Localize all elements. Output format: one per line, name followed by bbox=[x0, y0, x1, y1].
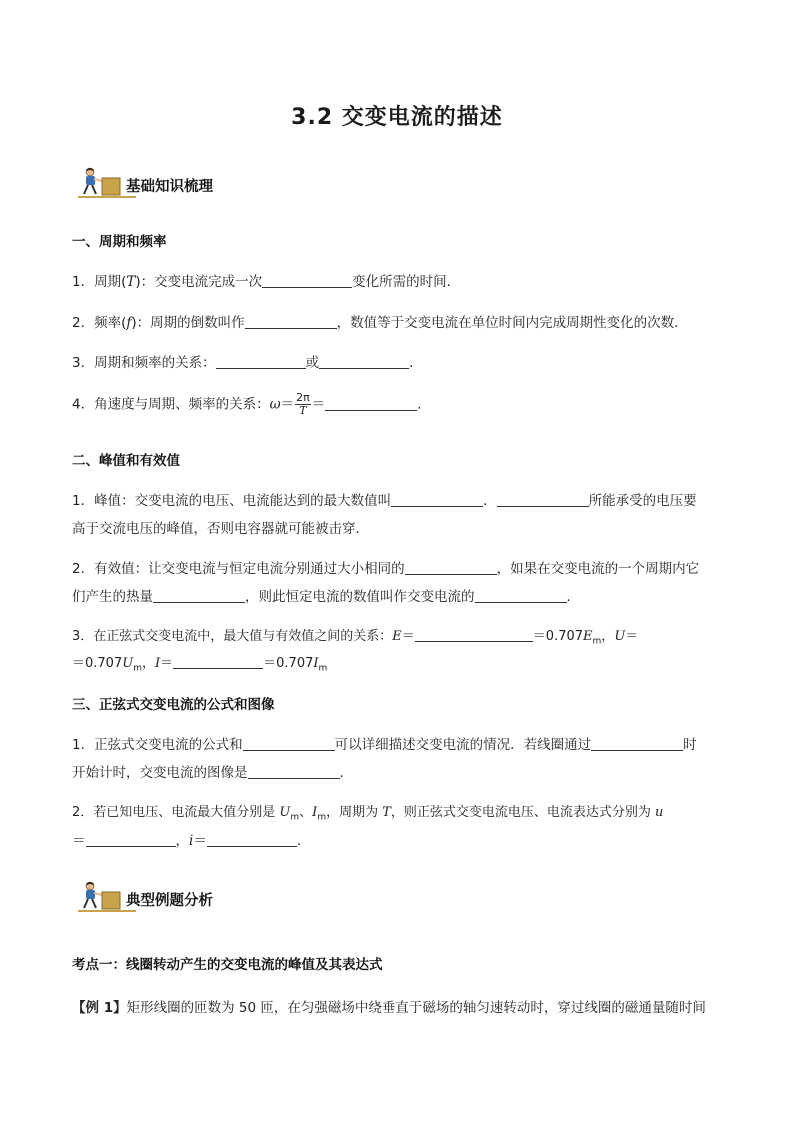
heading-part1: 一、周期和频率 bbox=[72, 234, 167, 250]
blank-field[interactable] bbox=[86, 832, 176, 847]
p1-line3: 3．周期和频率的关系： 或 . bbox=[72, 355, 414, 371]
p2-line1a: 1．峰值：交变电流的电压、电流能达到的最大数值叫 ． 所能承受的电压要 bbox=[72, 493, 697, 509]
blank-field[interactable] bbox=[216, 354, 306, 369]
blank-field[interactable] bbox=[319, 354, 409, 369]
section-title: 基础知识梳理 bbox=[126, 179, 213, 195]
blank-field[interactable] bbox=[245, 314, 337, 329]
blank-field[interactable] bbox=[405, 560, 497, 575]
blank-field[interactable] bbox=[248, 764, 340, 779]
page-title: 3.2 交变电流的描述 bbox=[291, 105, 503, 130]
blank-field[interactable] bbox=[153, 588, 245, 603]
blank-field[interactable] bbox=[415, 627, 533, 642]
p2-line3a: 3．在正弦式交变电流中，最大值与有效值之间的关系：$E= =0.707E_m$，U＝ bbox=[72, 629, 639, 647]
p3-line1a: 1．正弦式交变电流的公式和 可以详细描述交变电流的情况．若线圈通过 时 bbox=[72, 737, 697, 753]
p2-line2a: 2．有效值：让交变电流与恒定电流分别通过大小相同的 ，如果在交变电流的一个周期内它 bbox=[72, 561, 700, 577]
blank-field[interactable] bbox=[207, 832, 297, 847]
blank-field[interactable] bbox=[325, 396, 417, 411]
heading-part2: 二、峰值和有效值 bbox=[72, 453, 180, 469]
p3-line2b: ＝ ，i＝ . bbox=[72, 833, 302, 849]
p3-line1b: 开始计时，交变电流的图像是 ． bbox=[72, 765, 353, 781]
blank-field[interactable] bbox=[591, 736, 683, 751]
fraction: $\frac{2\pi}{T}$ bbox=[296, 391, 310, 417]
p2-line3b: $=0.707U_m$，$I= =0.707I_m$ bbox=[72, 656, 328, 674]
blank-field[interactable] bbox=[262, 273, 352, 288]
p2-line1b: 高于交流电压的峰值，否则电容器就可能被击穿． bbox=[72, 521, 369, 537]
section-title: 典型例题分析 bbox=[126, 893, 213, 909]
blank-field[interactable] bbox=[497, 492, 589, 507]
p2-line2b: 们产生的热量 ，则此恒定电流的数值叫作交变电流的 ． bbox=[72, 589, 580, 605]
example-1: 【例 1】矩形线圈的匝数为 50 匝，在匀强磁场中绕垂直于磁场的轴匀速转动时，穿过线圈的磁通量随时间 bbox=[72, 1000, 706, 1016]
blank-field[interactable] bbox=[243, 736, 335, 751]
blank-field[interactable] bbox=[475, 588, 567, 603]
heading-part3: 三、正弦式交变电流的公式和图像 bbox=[72, 697, 275, 713]
p1-line1: 1．周期(T)：交变电流完成一次 变化所需的时间． bbox=[72, 274, 461, 290]
p1-line2: 2．频率(f)：周期的倒数叫作 ，数值等于交变电流在单位时间内完成周期性变化的次数． bbox=[72, 315, 688, 331]
p1-line4: 4．角速度与周期、频率的关系：ω＝ $\frac{2\pi}{T}$ ＝ . bbox=[72, 391, 422, 417]
blank-field[interactable] bbox=[173, 654, 263, 669]
kaodian-heading: 考点一：线圈转动产生的交变电流的峰值及其表达式 bbox=[72, 957, 383, 973]
blank-field[interactable] bbox=[391, 492, 483, 507]
p3-line2a: 2．若已知电压、电流最大值分别是 $U_m$、$I_m$，周期为 T，则正弦式交变电流电压、电流表达式分别为 u bbox=[72, 805, 664, 823]
